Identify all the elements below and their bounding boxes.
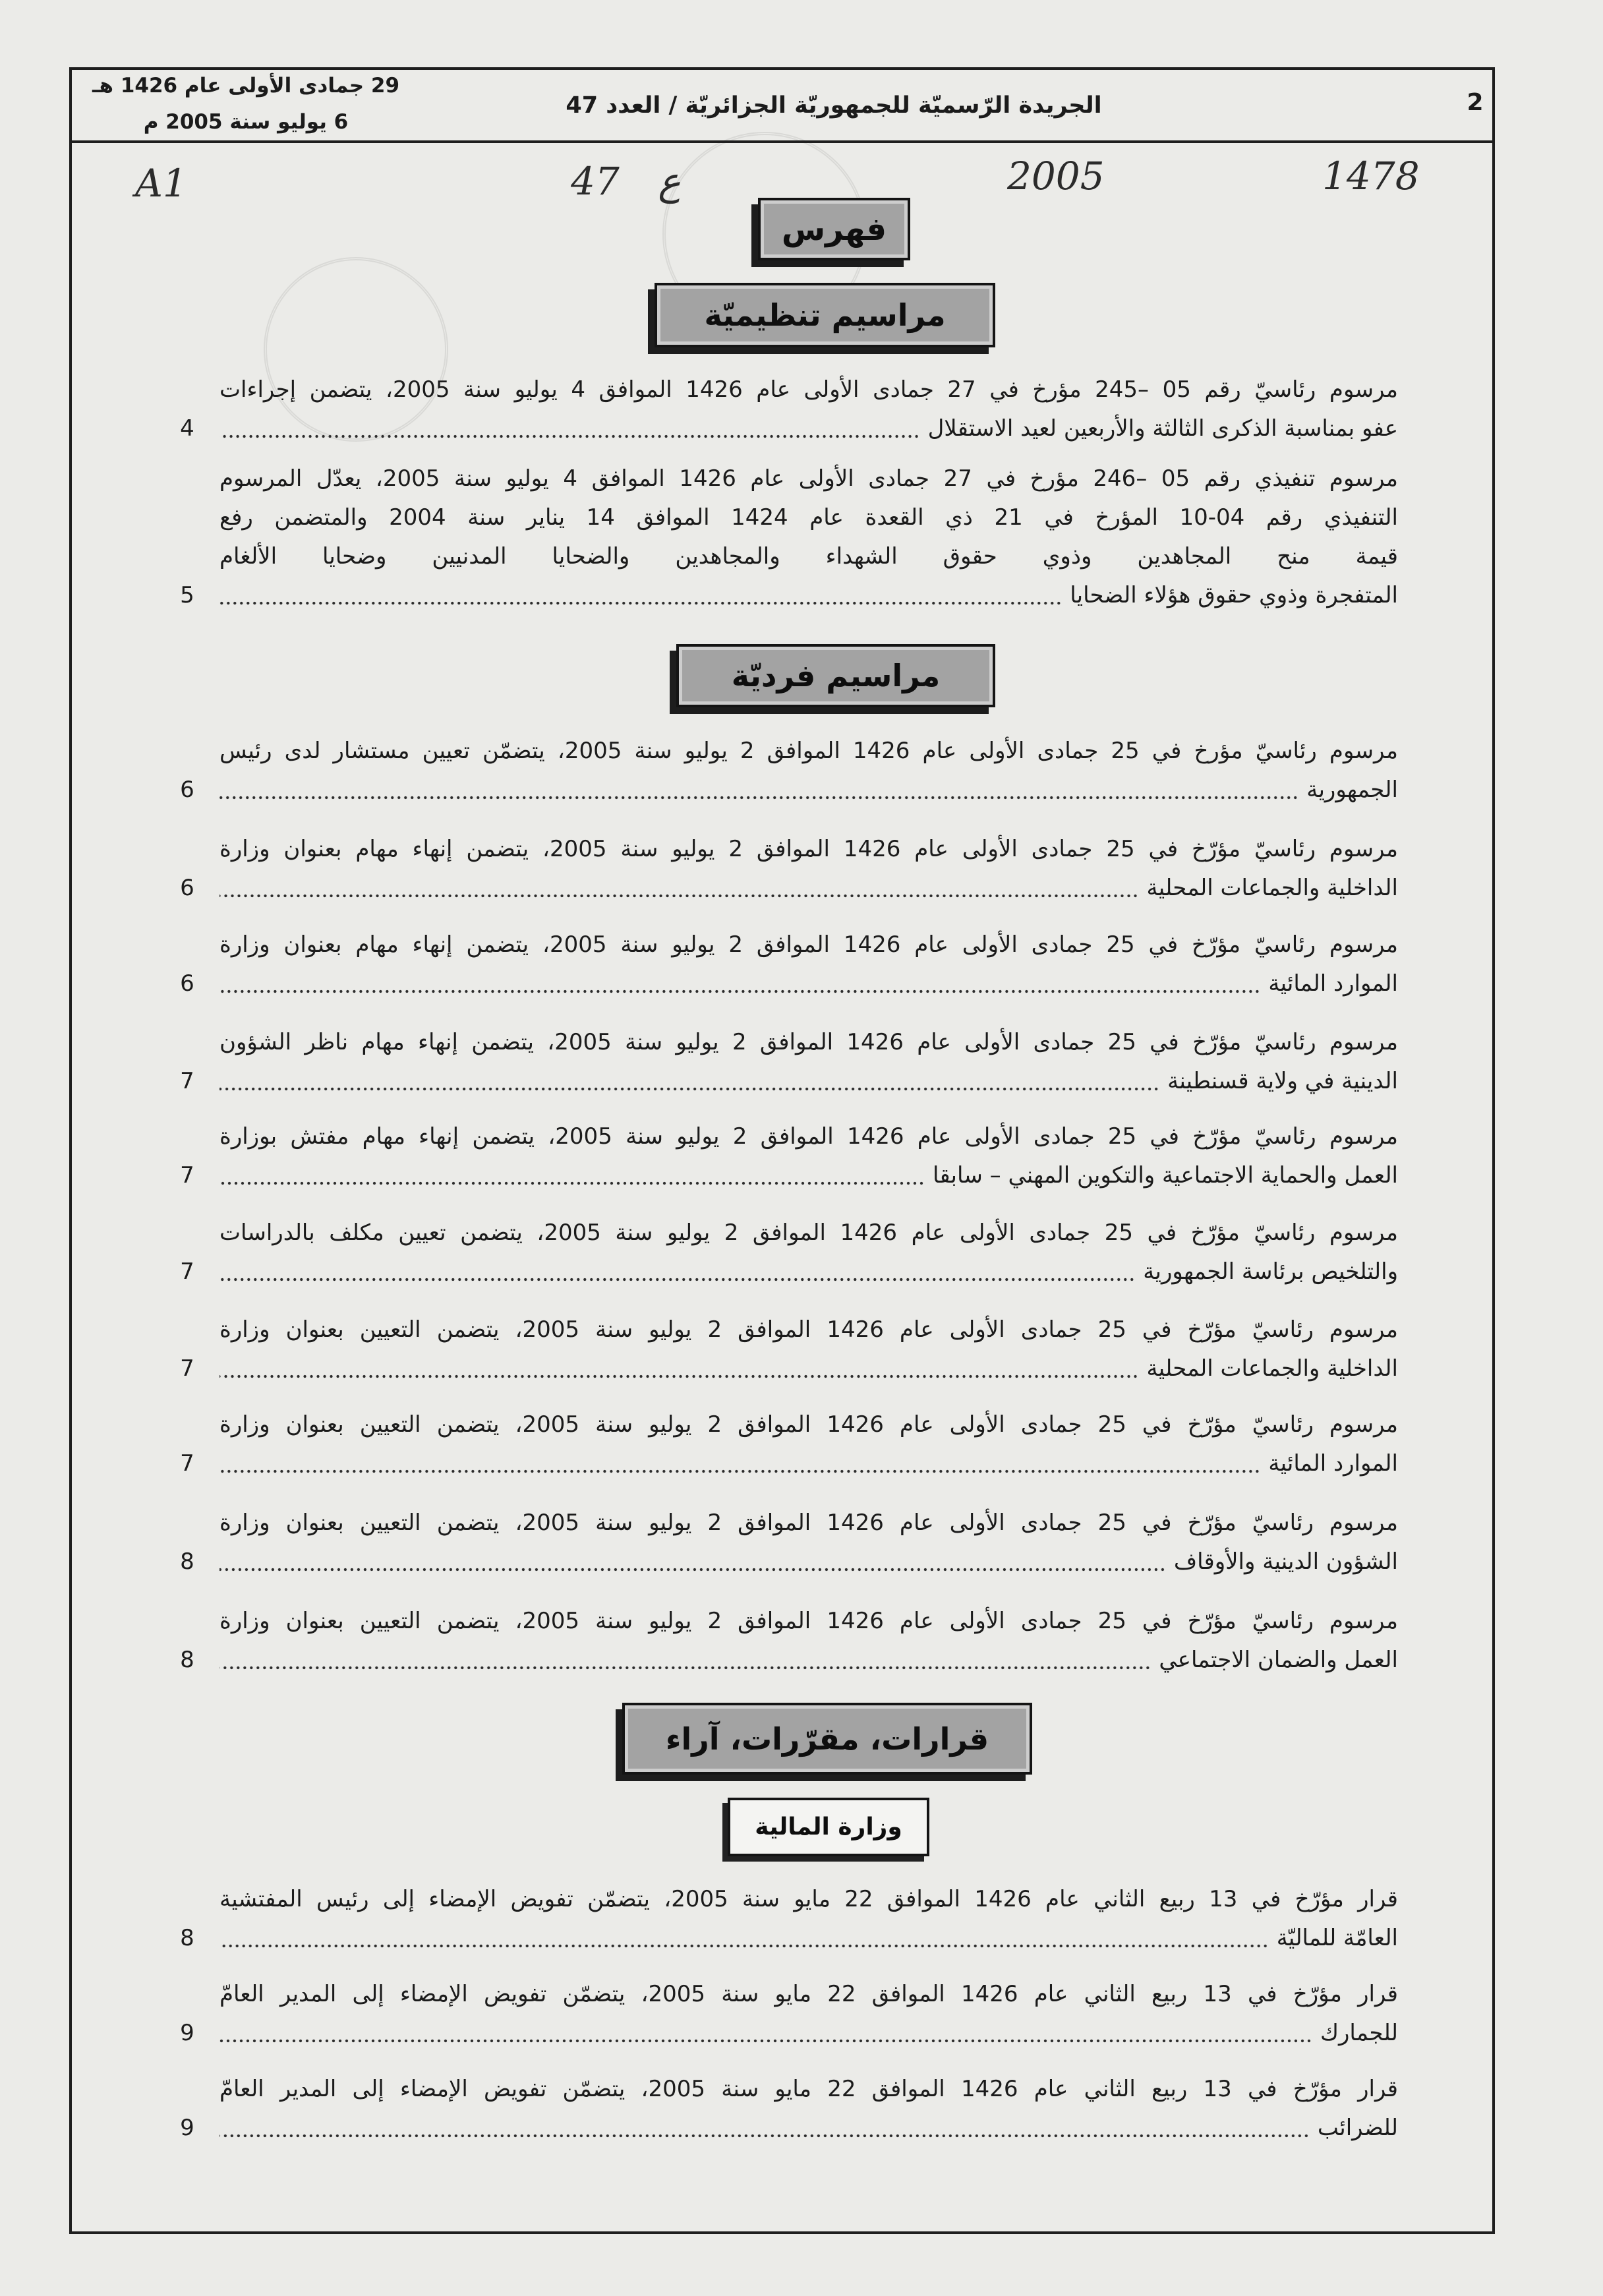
entry-line: مرسوم رئاسيّ مؤرّخ في 25 جمادى الأولى عام 1426 الموافق 2 يوليو سنة 2005، يتضمن إنهاء مهام مفتش بوزارة <box>219 1123 1399 1150</box>
dot-leader <box>219 1156 925 1195</box>
dot-leader <box>219 771 1298 809</box>
page-number: 8 <box>180 1647 194 1673</box>
toc-entry <box>173 1117 1398 1195</box>
entry-last-line <box>219 1919 1398 1958</box>
entry-line: قرار مؤرّخ في 13 ربيع الثاني عام 1426 الموافق 22 مايو سنة 2005، يتضمّن تفويض الإمضاء إلى رئيس المفتشية <box>219 1886 1398 1912</box>
entry-line: الجمهورية <box>1306 777 1398 803</box>
entry-last-line <box>219 869 1398 908</box>
entry-line: الشؤون الدينية والأوقاف <box>1173 1548 1398 1575</box>
entry-last-line <box>219 576 1398 615</box>
toc-entry <box>173 1975 1398 2053</box>
toc-entry <box>173 1214 1398 1291</box>
toc-entry <box>173 732 1398 809</box>
entry-last-line <box>219 2109 1398 2148</box>
page-number: 7 <box>180 1068 194 1094</box>
section-heading-box <box>676 644 995 707</box>
dot-leader <box>219 2014 1312 2053</box>
toc-entry <box>173 370 1398 448</box>
toc-entry <box>173 459 1398 615</box>
section-heading-box <box>655 283 995 347</box>
handwritten-left-mark: A1 <box>135 161 187 206</box>
dot-leader <box>219 869 1139 908</box>
entry-last-line <box>219 1252 1398 1291</box>
entry-last-line <box>219 1062 1398 1101</box>
section-heading: مراسيم تنظيميّة <box>704 297 946 333</box>
dot-leader <box>219 1919 1269 1958</box>
dot-leader <box>219 1252 1135 1291</box>
dot-leader <box>219 409 920 448</box>
ministry-heading: وزارة المالية <box>755 1813 902 1840</box>
entry-line: مرسوم رئاسيّ مؤرّخ في 25 جمادى الأولى عام 1426 الموافق 2 يوليو سنة 2005، يتضمن إنهاء مهام ناظر الشؤون <box>219 1029 1399 1055</box>
page-number: 5 <box>180 582 194 608</box>
ministry-heading-box <box>728 1798 929 1856</box>
dot-leader <box>219 1543 1166 1581</box>
entry-line: الداخلية والجماعات المحلية <box>1146 875 1398 901</box>
page-number: 7 <box>180 1162 194 1189</box>
dot-leader <box>219 964 1260 1003</box>
entry-line: والتلخيص برئاسة الجمهورية <box>1143 1258 1398 1285</box>
entry-line: مرسوم رئاسيّ مؤرّخ في 25 جمادى الأولى عام 1426 الموافق 2 يوليو سنة 2005، يتضمن التعيين بعنوان وزارة <box>219 1608 1399 1634</box>
entry-line: التنفيذي رقم 04-10 المؤرخ في 21 ذي القعدة عام 1424 الموافق 14 يناير سنة 2004 والمتضمن رفع <box>219 504 1398 531</box>
entry-last-line <box>219 2014 1398 2053</box>
entry-line: العمل والحماية الاجتماعية والتكوين المهني – سابقا <box>932 1162 1398 1189</box>
page-number: 6 <box>180 970 194 997</box>
entry-last-line <box>219 1543 1398 1581</box>
entry-line: عفو بمناسبة الذكرى الثالثة والأربعين لعيد الاستقلال <box>927 415 1398 442</box>
page-number: 7 <box>180 1450 194 1477</box>
entry-line: مرسوم تنفيذي رقم 05 –246 مؤرخ في 27 جمادى الأولى عام 1426 الموافق 4 يوليو سنة 2005، يعدّل المرسوم <box>219 465 1398 492</box>
toc-entry <box>173 926 1398 1003</box>
toc-title-box <box>758 198 910 260</box>
handwritten-issue-mark: 47 ع <box>571 159 681 204</box>
entry-last-line <box>219 964 1398 1003</box>
entry-last-line <box>219 409 1398 448</box>
toc-entry <box>173 1023 1398 1101</box>
handwritten-year-mark: 2005 <box>1007 154 1105 198</box>
entry-line: قرار مؤرّخ في 13 ربيع الثاني عام 1426 الموافق 22 مايو سنة 2005، يتضمّن تفويض الإمضاء إلى المدير العامّ <box>219 2076 1398 2102</box>
page-number: 9 <box>180 2115 194 2141</box>
dot-leader <box>219 2109 1310 2148</box>
entry-line: مرسوم رئاسيّ مؤرخ في 25 جمادى الأولى عام 1426 الموافق 2 يوليو سنة 2005، يتضمّن تعيين مستشار لدى رئيس <box>219 738 1398 764</box>
page-number: 9 <box>180 2020 194 2046</box>
entry-line: مرسوم رئاسيّ رقم 05 –245 مؤرخ في 27 جمادى الأولى عام 1426 الموافق 4 يوليو سنة 2005، يتضمن إجراءات <box>219 376 1398 403</box>
entry-last-line <box>219 1444 1398 1483</box>
entry-line: المتفجرة وذوي حقوق هؤلاء الضحايا <box>1070 582 1398 608</box>
page-number: 6 <box>180 777 194 803</box>
dot-leader <box>219 576 1062 615</box>
toc-entry <box>173 830 1398 908</box>
entry-last-line <box>219 1156 1398 1195</box>
entry-line: العامّة للماليّة <box>1276 1925 1398 1951</box>
dot-leader <box>219 1349 1139 1388</box>
section-heading: قرارات، مقرّرات، آراء <box>665 1721 989 1757</box>
page-number: 6 <box>180 875 194 901</box>
toc-entry <box>173 1602 1398 1680</box>
entry-line: مرسوم رئاسيّ مؤرّخ في 25 جمادى الأولى عام 1426 الموافق 2 يوليو سنة 2005، يتضمن التعيين بعنوان وزارة <box>219 1411 1399 1438</box>
page-number: 8 <box>180 1548 194 1575</box>
entry-line: العمل والضمان الاجتماعي <box>1159 1647 1398 1673</box>
entry-line: للجمارك <box>1320 2020 1398 2046</box>
dot-leader <box>219 1444 1260 1483</box>
section-heading-box <box>622 1703 1032 1775</box>
entry-line: الدينية في ولاية قسنطينة <box>1167 1068 1398 1094</box>
toc-entry <box>173 1310 1398 1388</box>
header-hijri-date: 29 جمادى الأولى عام 1426 هـ <box>92 74 400 98</box>
entry-line: مرسوم رئاسيّ مؤرّخ في 25 جمادى الأولى عام 1426 الموافق 2 يوليو سنة 2005، يتضمن التعيين بعنوان وزارة <box>219 1510 1399 1536</box>
entry-line: مرسوم رئاسيّ مؤرّخ في 25 جمادى الأولى عام 1426 الموافق 2 يوليو سنة 2005، يتضمن إنهاء مهام بعنوان وزارة <box>219 836 1398 862</box>
entry-line: الداخلية والجماعات المحلية <box>1146 1355 1398 1382</box>
toc-entry <box>173 1405 1398 1483</box>
handwritten-reference-mark: 1478 <box>1322 154 1420 198</box>
entry-line: الموارد المائية <box>1268 970 1398 997</box>
entry-last-line <box>219 1641 1398 1680</box>
entry-last-line <box>219 771 1398 809</box>
toc-entry <box>173 1504 1398 1581</box>
header-page-number: 2 <box>1467 89 1484 116</box>
entry-line: قرار مؤرّخ في 13 ربيع الثاني عام 1426 الموافق 22 مايو سنة 2005، يتضمّن تفويض الإمضاء إلى المدير العامّ <box>219 1981 1398 2007</box>
toc-title: فهرس <box>781 210 887 248</box>
page-number: 4 <box>180 415 194 442</box>
header-divider <box>69 140 1495 143</box>
header-gregorian-date: 6 يوليو سنة 2005 م <box>143 110 349 134</box>
entry-line: مرسوم رئاسيّ مؤرّخ في 25 جمادى الأولى عام 1426 الموافق 2 يوليو سنة 2005، يتضمن إنهاء مهام بعنوان وزارة <box>219 931 1398 958</box>
entry-line: الموارد المائية <box>1268 1450 1398 1477</box>
page-number: 7 <box>180 1355 194 1382</box>
dot-leader <box>219 1062 1159 1101</box>
toc-entry <box>173 2070 1398 2148</box>
entry-line: مرسوم رئاسيّ مؤرّخ في 25 جمادى الأولى عام 1426 الموافق 2 يوليو سنة 2005، يتضمن التعيين بعنوان وزارة <box>219 1316 1399 1343</box>
entry-line: للضرائب <box>1317 2115 1398 2141</box>
toc-entry <box>173 1880 1398 1958</box>
page-number: 8 <box>180 1925 194 1951</box>
dot-leader <box>219 1641 1151 1680</box>
entry-line: قيمة منح المجاهدين وذوي حقوق الشهداء والمجاهدين والضحايا المدنيين وضحايا الألغام <box>219 543 1398 570</box>
page-number: 7 <box>180 1258 194 1285</box>
header-dates <box>78 68 414 140</box>
section-heading: مراسيم فرديّة <box>731 658 941 693</box>
entry-line: مرسوم رئاسيّ مؤرّخ في 25 جمادى الأولى عام 1426 الموافق 2 يوليو سنة 2005، يتضمن تعيين مكلف بالدراسات <box>219 1220 1399 1246</box>
entry-last-line <box>219 1349 1398 1388</box>
gazette-title: الجريدة الرّسميّة للجمهوريّة الجزائريّة / العدد 47 <box>566 92 1102 119</box>
